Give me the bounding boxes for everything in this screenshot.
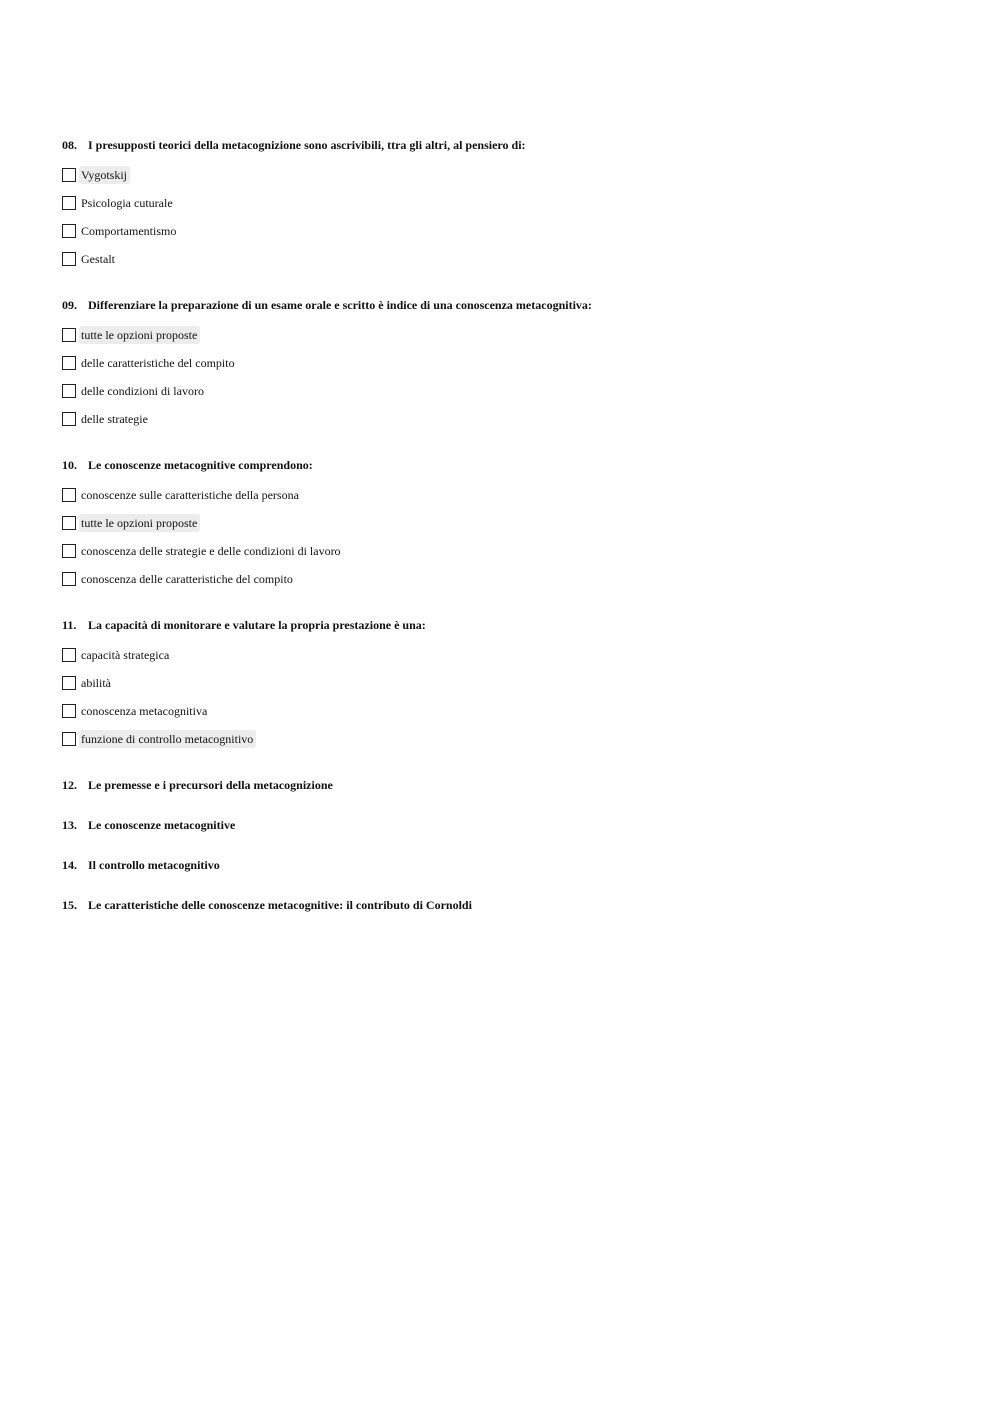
question-title <box>62 894 962 916</box>
question-number: 14. <box>62 858 77 872</box>
option-item <box>62 321 962 349</box>
question-text: I presupposti teorici della metacognizione sono ascrivibili, ttra gli altri, al pensiero di: <box>88 138 526 152</box>
question-number: 12. <box>62 778 77 792</box>
question-text: Le conoscenze metacognitive <box>88 818 236 832</box>
question-text: Le caratteristiche delle conoscenze metacognitive: il contributo di Cornoldi <box>88 898 472 912</box>
option-checkbox[interactable] <box>62 384 76 398</box>
question-title <box>62 614 962 636</box>
option-item <box>62 481 962 509</box>
option-item <box>62 565 962 593</box>
option-checkbox[interactable] <box>62 676 76 690</box>
option-label: tutte le opzioni proposte <box>79 514 200 532</box>
question-title <box>62 814 962 836</box>
option-checkbox[interactable] <box>62 572 76 586</box>
question-11 <box>62 614 962 753</box>
option-label: capacità strategica <box>81 648 170 662</box>
question-14 <box>62 854 962 876</box>
question-number: 10. <box>62 458 77 472</box>
option-label: delle condizioni di lavoro <box>81 384 204 398</box>
option-checkbox[interactable] <box>62 252 76 266</box>
option-checkbox[interactable] <box>62 516 76 530</box>
option-item <box>62 697 962 725</box>
option-list <box>62 481 962 593</box>
question-number: 13. <box>62 818 77 832</box>
question-text: Le premesse e i precursori della metacognizione <box>88 778 333 792</box>
question-number: 15. <box>62 898 77 912</box>
quiz-page <box>62 134 962 934</box>
option-checkbox[interactable] <box>62 732 76 746</box>
question-title <box>62 454 962 476</box>
option-checkbox[interactable] <box>62 196 76 210</box>
option-checkbox[interactable] <box>62 488 76 502</box>
option-label: Comportamentismo <box>81 224 177 238</box>
option-item <box>62 641 962 669</box>
option-label: conoscenze sulle caratteristiche della persona <box>81 488 299 502</box>
question-number: 08. <box>62 138 77 152</box>
question-number: 11. <box>62 618 77 632</box>
option-item <box>62 245 962 273</box>
question-text: La capacità di monitorare e valutare la propria prestazione è una: <box>88 618 426 632</box>
option-list <box>62 161 962 273</box>
option-checkbox[interactable] <box>62 648 76 662</box>
question-text: Le conoscenze metacognitive comprendono: <box>88 458 313 472</box>
option-checkbox[interactable] <box>62 356 76 370</box>
option-item <box>62 349 962 377</box>
option-label: conoscenza delle strategie e delle condizioni di lavoro <box>81 544 341 558</box>
option-item <box>62 405 962 433</box>
option-checkbox[interactable] <box>62 704 76 718</box>
question-title <box>62 854 962 876</box>
question-12 <box>62 774 962 796</box>
question-15 <box>62 894 962 916</box>
option-item <box>62 217 962 245</box>
question-10 <box>62 454 962 593</box>
option-checkbox[interactable] <box>62 544 76 558</box>
option-label: Vygotskij <box>79 166 130 184</box>
option-label: Gestalt <box>81 252 115 266</box>
option-item <box>62 189 962 217</box>
option-item <box>62 537 962 565</box>
option-item <box>62 509 962 537</box>
question-title <box>62 294 962 316</box>
option-checkbox[interactable] <box>62 224 76 238</box>
option-list <box>62 321 962 433</box>
question-number: 09. <box>62 298 77 312</box>
option-label: conoscenza metacognitiva <box>81 704 208 718</box>
option-label: conoscenza delle caratteristiche del compito <box>81 572 293 586</box>
option-item <box>62 669 962 697</box>
option-label: delle strategie <box>81 412 148 426</box>
option-label: Psicologia cuturale <box>81 196 173 210</box>
option-checkbox[interactable] <box>62 412 76 426</box>
option-label: abilità <box>81 676 111 690</box>
question-13 <box>62 814 962 836</box>
question-title <box>62 774 962 796</box>
option-label: tutte le opzioni proposte <box>79 326 200 344</box>
option-label: funzione di controllo metacognitivo <box>79 730 256 748</box>
option-item <box>62 377 962 405</box>
option-item <box>62 161 962 189</box>
option-label: delle caratteristiche del compito <box>81 356 235 370</box>
option-item <box>62 725 962 753</box>
question-08 <box>62 134 962 273</box>
question-text: Differenziare la preparazione di un esame orale e scritto è indice di una conoscenza metacognitiva: <box>88 298 592 312</box>
option-checkbox[interactable] <box>62 328 76 342</box>
option-list <box>62 641 962 753</box>
question-09 <box>62 294 962 433</box>
question-text: Il controllo metacognitivo <box>88 858 220 872</box>
question-title <box>62 134 962 156</box>
option-checkbox[interactable] <box>62 168 76 182</box>
